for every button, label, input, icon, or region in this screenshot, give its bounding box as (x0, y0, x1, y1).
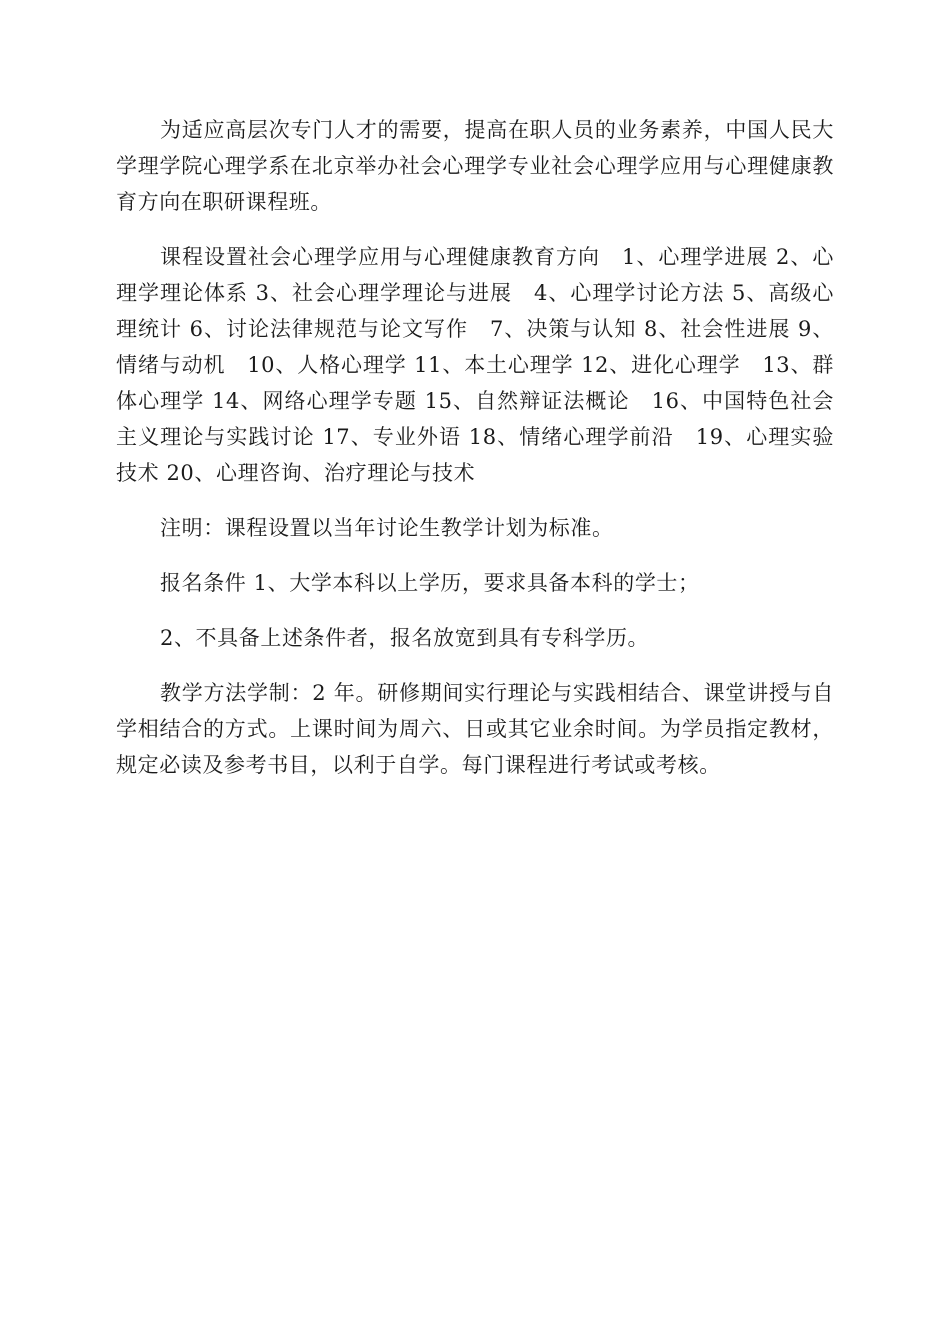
paragraph-requirement-1: 报名条件 1、大学本科以上学历，要求具备本科的学士； (160, 571, 700, 595)
paragraph-teaching-method: 教学方法学制：2 年。研修期间实行理论与实践相结合、课堂讲授与自学相结合的方式。上课时间为周六、日或其它业余时间。为学员指定教材，规定必读及参考书目，以利于自学。每门课程进行考试或考核。 (116, 681, 834, 777)
paragraph-requirement-2: 2、不具备上述条件者，报名放宽到具有专科学历。 (160, 626, 650, 650)
paragraph-intro: 为适应高层次专门人才的需要，提高在职人员的业务素养，中国人民大学理学院心理学系在北京举办社会心理学专业社会心理学应用与心理健康教育方向在职研课程班。 (116, 118, 834, 214)
paragraph-note: 注明：课程设置以当年讨论生教学计划为标准。 (160, 516, 614, 540)
paragraph-courses: 课程设置社会心理学应用与心理健康教育方向 1、心理学进展 2、心理学理论体系 3、社会心理学理论与进展 4、心理学讨论方法 5、高级心理统计 6、讨论法律规范与论文写作 7、决策与认知 8、社会性进展 9、情绪与动机 10、人格心理学 11、本土心理学 12、进化心理学 13、群体心理学 14、网络心理学专题 15、自然辩证法概论 16、中国特色社会主义理论与实践讨论 17、专业外语 18、情绪心理学前沿 19、心理实验技术 20、心理咨询、治疗理论与技术 (116, 245, 834, 485)
document-body (116, 112, 834, 802)
